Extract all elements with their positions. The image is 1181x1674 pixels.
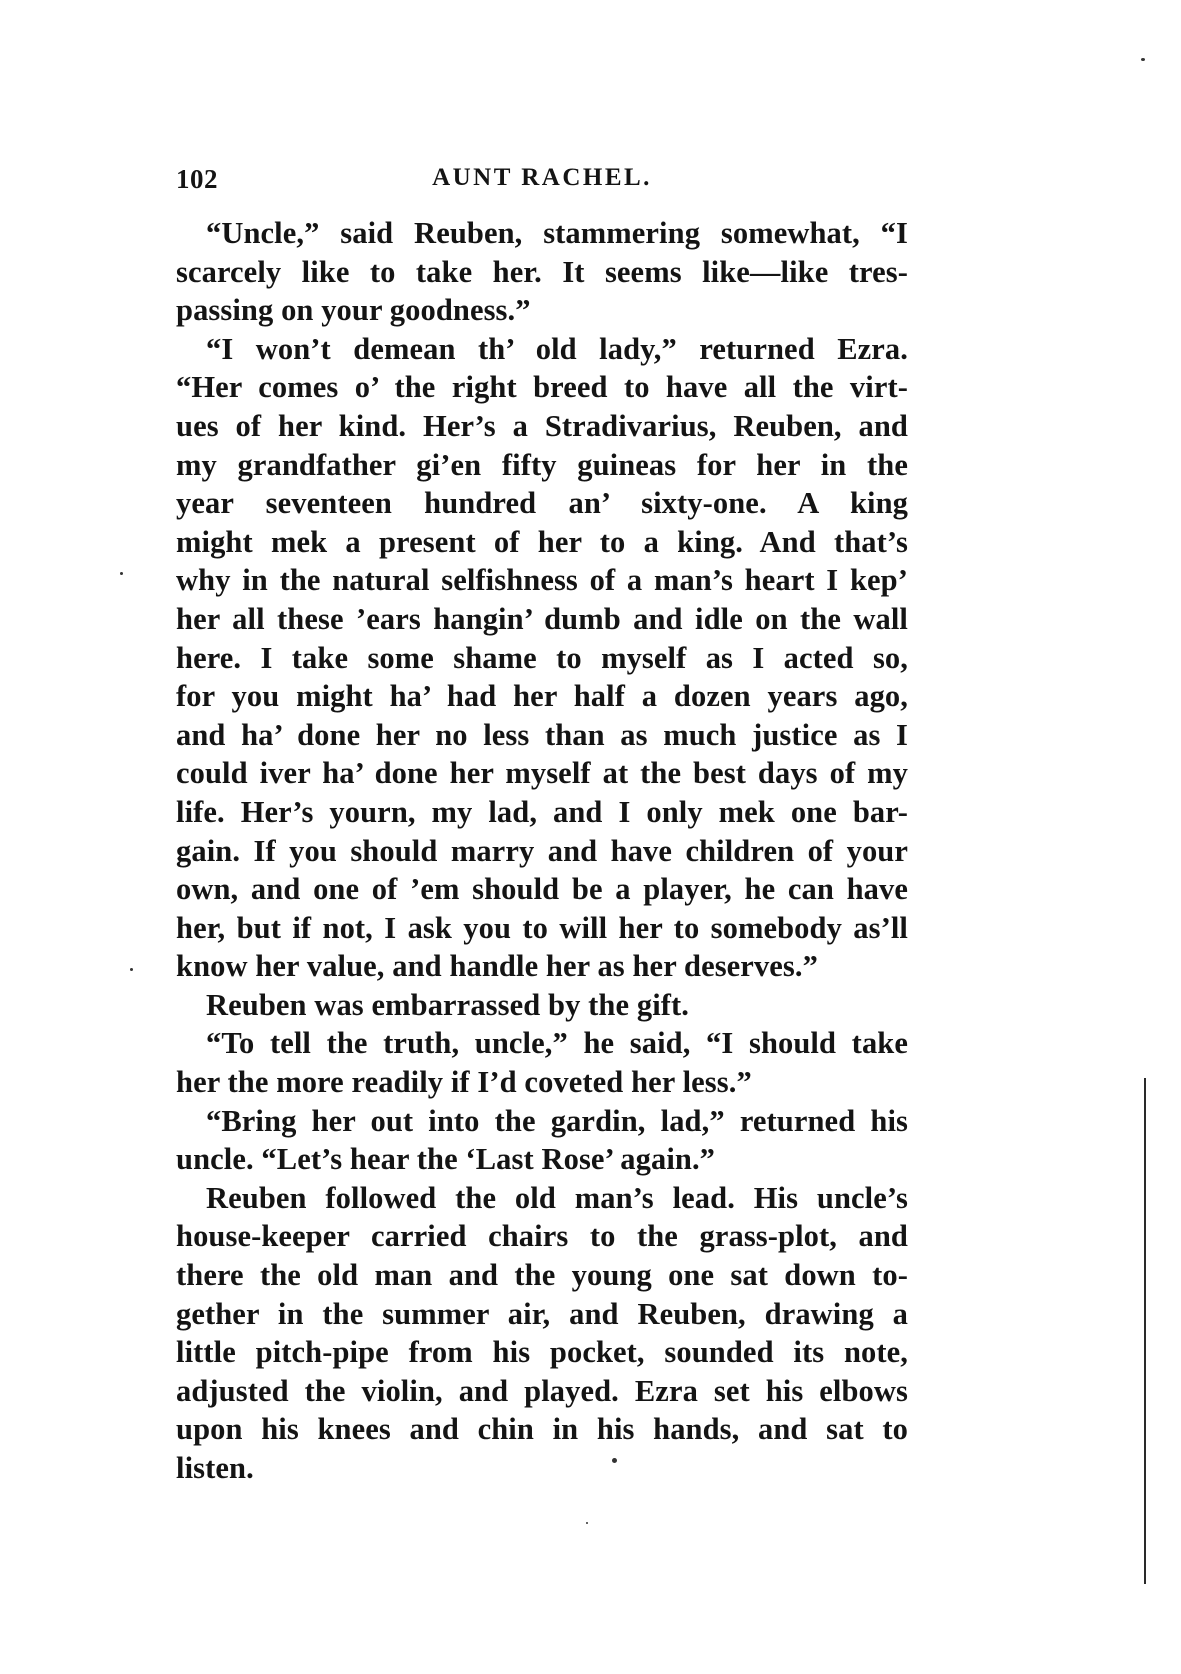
- text-line: here. I take some shame to myself as I acted so,: [176, 640, 908, 675]
- page-edge-mark: [1144, 1078, 1146, 1584]
- text-line: her all these ’ears hangin’ dumb and idle on the wall: [176, 601, 908, 636]
- text-line: why in the natural selfishness of a man’s heart I kep’: [176, 563, 908, 598]
- text-line: gain. If you should marry and have children of your: [176, 833, 908, 868]
- text-line: “To tell the truth, uncle,” he said, “I should take: [206, 1026, 908, 1061]
- print-speck: [586, 1522, 588, 1524]
- text-line: could iver ha’ done her myself at the best days of my: [176, 756, 908, 791]
- text-line: upon his knees and chin in his hands, and sat to: [176, 1412, 908, 1447]
- text-line: adjusted the violin, and played. Ezra set his elbows: [176, 1373, 908, 1408]
- print-speck: [130, 968, 133, 971]
- text-line: life. Her’s yourn, my lad, and I only mek one bar-: [176, 794, 908, 829]
- text-line: own, and one of ’em should be a player, he can have: [176, 872, 908, 907]
- text-line: year seventeen hundred an’ sixty-one. A king: [176, 486, 908, 521]
- text-line: gether in the summer air, and Reuben, drawing a: [176, 1296, 908, 1331]
- body-text: [176, 214, 908, 1488]
- text-line: there the old man and the young one sat down to-: [176, 1258, 908, 1293]
- page-header: [176, 164, 908, 200]
- text-line: passing on your goodness.”: [176, 293, 531, 328]
- text-line: “Uncle,” said Reuben, stammering somewhat, “I: [206, 216, 908, 250]
- text-line: and ha’ done her no less than as much justice as I: [176, 717, 908, 752]
- print-speck: [612, 1458, 617, 1463]
- text-line: listen.: [176, 1451, 254, 1485]
- print-speck: [120, 572, 123, 575]
- text-line: my grandfather gi’en fifty guineas for her in the: [176, 447, 908, 482]
- page-number: 102: [176, 164, 218, 194]
- text-line: Reuben was embarrassed by the gift.: [206, 987, 690, 1022]
- text-line: “Her comes o’ the right breed to have all the virt-: [176, 370, 908, 405]
- text-line: for you might ha’ had her half a dozen years ago,: [176, 679, 908, 714]
- text-line: might mek a present of her to a king. And that’s: [176, 524, 908, 559]
- text-line: “I won’t demean th’ old lady,” returned Ezra.: [206, 331, 908, 366]
- text-line: her the more readily if I’d coveted her less.”: [176, 1065, 752, 1100]
- text-line: her, but if not, I ask you to will her to somebody as’ll: [176, 910, 908, 945]
- print-speck: [1141, 58, 1145, 61]
- text-line: house-keeper carried chairs to the grass-plot, and: [176, 1219, 908, 1254]
- text-line: know her value, and handle her as her deserves.”: [176, 949, 818, 984]
- text-line: Reuben followed the old man’s lead. His uncle’s: [206, 1180, 908, 1215]
- text-line: little pitch-pipe from his pocket, sounded its note,: [176, 1335, 908, 1370]
- text-line: ues of her kind. Her’s a Stradivarius, Reuben, and: [176, 408, 908, 443]
- text-line: scarcely like to take her. It seems like—like tres-: [176, 254, 908, 289]
- running-head: AUNT RACHEL.: [432, 164, 652, 191]
- text-line: “Bring her out into the gardin, lad,” returned his: [206, 1103, 908, 1138]
- text-line: uncle. “Let’s hear the ‘Last Rose’ again.”: [176, 1142, 716, 1177]
